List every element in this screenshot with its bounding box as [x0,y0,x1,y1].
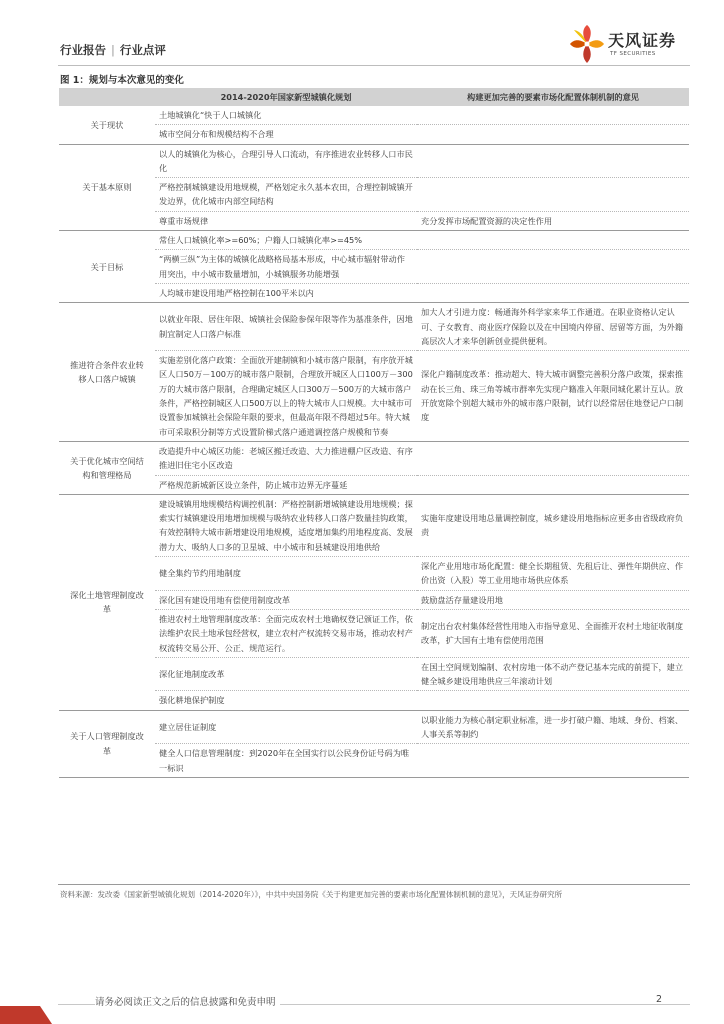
table-header-row [59,88,689,106]
table-row [59,231,689,250]
table-row [59,710,689,744]
row-category: 关于优化城市空间结构和管理格局 [59,441,155,494]
plan-cell: 深化国有建设用地有偿使用制度改革 [155,590,417,609]
opinion-cell: 制定出台农村集体经营性用地入市指导意见、全面推开农村土地征收制度改革，扩大国有土地有偿使用范围 [417,609,689,657]
opinion-cell [417,178,689,212]
plan-cell: 以人的城镇化为核心，合理引导人口流动，有序推进农业转移人口市民化 [155,144,417,178]
plan-cell: 实施差别化落户政策：全面放开建制镇和小城市落户限制，有序放开城区人口50万－100万的城市落户限制，合理放开城区人口100万－300万的大城市落户限制，合理确定城区人口300万－500万的大城市落户条件，严格控制城区人口500万以上的特大城市人口规模。大中城市可设置参加城镇社会保险年限的要求，但最高年限不得超过5年。特大城市可采取积分制等方式设置阶梯式落户通道调控落户规模和节奏 [155,351,417,442]
opinion-cell [417,744,689,778]
row-category: 关于现状 [59,106,155,144]
plan-cell: 常住人口城镇化率>=60%；户籍人口城镇化率>=45% [155,231,417,250]
opinion-cell [417,691,689,710]
opinion-cell [417,144,689,178]
plan-cell: 人均城市建设用地严格控制在100平米以内 [155,283,417,302]
opinion-cell: 深化产业用地市场化配置：健全长期租赁、先租后让、弹性年期供应、作价出资（入股）等工业用地市场供应体系 [417,557,689,591]
plan-cell: 以就业年限、居住年限、城镇社会保险参保年限等作为基准条件，因地制宜制定人口落户标准 [155,303,417,351]
report-category: 行业报告 [60,43,106,57]
source-note: 资料来源：发改委《国家新型城镇化规划（2014-2020年）》，中共中央国务院《关于构建更加完善的要素市场化配置体制机制的意见》，天风证券研究所 [60,890,563,899]
plan-cell: 城市空间分布和规模结构不合理 [155,125,417,144]
table-row [59,303,689,351]
plan-cell: 严格规范新城新区设立条件，防止城市边界无序蔓延 [155,475,417,494]
opinion-cell: 以职业能力为核心制定职业标准，进一步打破户籍、地域、身份、档案、人事关系等制约 [417,710,689,744]
opinion-cell: 加大人才引进力度：畅通海外科学家来华工作通道。在职业资格认定认可、子女教育、商业医疗保险以及在中国境内停留、居留等方面，为外籍高层次人才来华创新创业提供便利。 [417,303,689,351]
plan-cell: 严格控制城镇建设用地规模，严格划定永久基本农田，合理控制城镇开发边界，优化城市内部空间结构 [155,178,417,212]
report-subcategory: 行业点评 [119,43,166,57]
source-divider [58,884,690,885]
opinion-cell [417,125,689,144]
opinion-cell: 充分发挥市场配置资源的决定性作用 [417,211,689,230]
column-header-category [59,88,155,106]
plan-cell: 深化征地制度改革 [155,657,417,691]
row-category: 深化土地管理制度改革 [59,494,155,710]
opinion-cell [417,441,689,475]
report-header [60,42,166,58]
plan-cell: 健全集约节约用地制度 [155,557,417,591]
plan-cell: 推进农村土地管理制度改革：全面完成农村土地确权登记颁证工作，依法维护农民土地承包经营权，建立农村产权流转交易市场，推动农村产权流转交易公开、公正、规范运行。 [155,609,417,657]
opinion-cell [417,231,689,250]
row-category: 关于目标 [59,231,155,303]
logo-flower-icon [568,24,606,64]
table-body [59,106,689,777]
row-category: 关于人口管理制度改革 [59,710,155,777]
opinion-cell: 鼓励盘活存量建设用地 [417,590,689,609]
table-row [59,441,689,475]
plan-cell: “两横三纵”为主体的城镇化战略格局基本形成，中心城市辐射带动作用突出，中小城市数量增加，小城镇服务功能增强 [155,250,417,284]
opinion-cell [417,475,689,494]
column-header-opinion: 构建更加完善的要素市场化配置体制机制的意见 [417,88,689,106]
logo-subtitle: TF SECURITIES [610,51,656,57]
comparison-table [59,88,689,778]
logo-name: 天风证券 [608,31,677,50]
plan-cell: 健全人口信息管理制度：到2020年在全国实行以公民身份证号码为唯一标识 [155,744,417,778]
footer-disclaimer: 请务必阅读正文之后的信息披露和免责申明 [95,994,280,1008]
plan-cell: 改造提升中心城区功能：老城区搬迁改造、大力推进棚户区改造、有序推进旧住宅小区改造 [155,441,417,475]
table-row [59,106,689,125]
plan-cell: 建立居住证制度 [155,710,417,744]
header-divider [58,65,690,66]
figure-title: 图 1：规划与本次意见的变化 [60,75,184,86]
column-header-plan: 2014-2020年国家新型城镇化规划 [155,88,417,106]
opinion-cell: 深化户籍制度改革：推动超大、特大城市调整完善积分落户政策，探索推动在长三角、珠三角等城市群率先实现户籍准入年限同城化累计互认。放开放宽除个别超大城市外的城市落户限制，试行以经常居住地登记户口制度 [417,351,689,442]
footer-accent-shape [0,992,64,1024]
plan-cell: 尊重市场规律 [155,211,417,230]
opinion-cell [417,283,689,302]
opinion-cell [417,250,689,284]
opinion-cell: 在国土空间规划编制、农村房地一体不动产登记基本完成的前提下，建立健全城乡建设用地供应三年滚动计划 [417,657,689,691]
opinion-cell: 实施年度建设用地总量调控制度，城乡建设用地指标应更多由省级政府负责 [417,494,689,556]
company-logo [568,24,688,68]
plan-cell: 建设城镇用地规模结构调控机制：严格控制新增城镇建设用地规模；探索实行城镇建设用地增加规模与吸纳农业转移人口落户数量挂钩政策，有效控制特大城市新增建设用地规模，适度增加集约用地程度高、发展潜力大、吸纳人口多的卫星城、中小城市和县城建设用地供给 [155,494,417,556]
plan-cell: 强化耕地保护制度 [155,691,417,710]
header-separator: | [111,43,115,57]
plan-cell: 土地城镇化“快于人口城镇化 [155,106,417,125]
row-category: 关于基本原则 [59,144,155,230]
opinion-cell [417,106,689,125]
row-category: 推进符合条件农业转移人口落户城镇 [59,303,155,442]
page-number: 2 [656,994,663,1005]
table-row [59,494,689,556]
table-row [59,144,689,178]
